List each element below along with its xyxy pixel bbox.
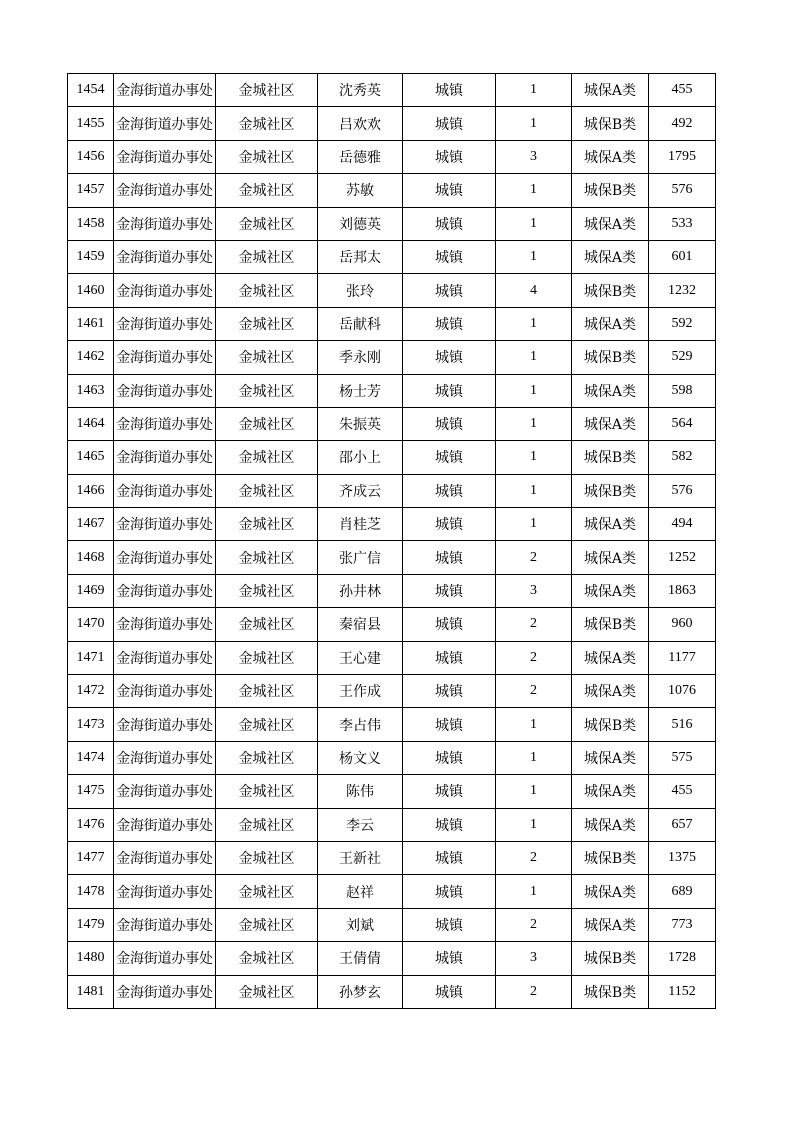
name-cell: 岳献科 — [318, 307, 403, 340]
name-cell: 刘德英 — [318, 207, 403, 240]
community-cell: 金城社区 — [216, 641, 318, 674]
row-id-cell: 1467 — [68, 508, 114, 541]
name-cell: 孙梦玄 — [318, 975, 403, 1008]
area-cell: 城镇 — [403, 207, 496, 240]
count-cell: 1 — [496, 508, 572, 541]
category-cell: 城保A类 — [572, 407, 649, 440]
category-cell: 城保A类 — [572, 307, 649, 340]
amount-cell: 455 — [649, 74, 716, 107]
name-cell: 杨士芳 — [318, 374, 403, 407]
category-cell: 城保A类 — [572, 374, 649, 407]
table-row — [68, 708, 716, 741]
office-cell: 金海街道办事处 — [114, 140, 216, 173]
office-cell: 金海街道办事处 — [114, 741, 216, 774]
community-cell: 金城社区 — [216, 207, 318, 240]
count-cell: 1 — [496, 441, 572, 474]
row-id-cell: 1480 — [68, 942, 114, 975]
row-id-cell: 1463 — [68, 374, 114, 407]
amount-cell: 494 — [649, 508, 716, 541]
area-cell: 城镇 — [403, 174, 496, 207]
row-id-cell: 1454 — [68, 74, 114, 107]
community-cell: 金城社区 — [216, 574, 318, 607]
name-cell: 邵小上 — [318, 441, 403, 474]
table-row — [68, 574, 716, 607]
table-row — [68, 240, 716, 273]
category-cell: 城保A类 — [572, 74, 649, 107]
name-cell: 岳邦太 — [318, 240, 403, 273]
row-id-cell: 1465 — [68, 441, 114, 474]
area-cell: 城镇 — [403, 274, 496, 307]
records-body — [68, 74, 716, 1009]
count-cell: 2 — [496, 541, 572, 574]
table-row — [68, 841, 716, 874]
community-cell: 金城社区 — [216, 107, 318, 140]
table-row — [68, 274, 716, 307]
community-cell: 金城社区 — [216, 74, 318, 107]
row-id-cell: 1459 — [68, 240, 114, 273]
community-cell: 金城社区 — [216, 741, 318, 774]
count-cell: 2 — [496, 675, 572, 708]
amount-cell: 533 — [649, 207, 716, 240]
row-id-cell: 1461 — [68, 307, 114, 340]
community-cell: 金城社区 — [216, 608, 318, 641]
category-cell: 城保A类 — [572, 508, 649, 541]
count-cell: 1 — [496, 174, 572, 207]
amount-cell: 576 — [649, 474, 716, 507]
table-row — [68, 942, 716, 975]
category-cell: 城保B类 — [572, 608, 649, 641]
amount-cell: 657 — [649, 808, 716, 841]
row-id-cell: 1464 — [68, 407, 114, 440]
name-cell: 刘斌 — [318, 908, 403, 941]
count-cell: 1 — [496, 407, 572, 440]
office-cell: 金海街道办事处 — [114, 541, 216, 574]
table-row — [68, 174, 716, 207]
community-cell: 金城社区 — [216, 675, 318, 708]
community-cell: 金城社区 — [216, 942, 318, 975]
row-id-cell: 1462 — [68, 341, 114, 374]
name-cell: 齐成云 — [318, 474, 403, 507]
office-cell: 金海街道办事处 — [114, 240, 216, 273]
area-cell: 城镇 — [403, 407, 496, 440]
community-cell: 金城社区 — [216, 808, 318, 841]
table-row — [68, 140, 716, 173]
community-cell: 金城社区 — [216, 307, 318, 340]
office-cell: 金海街道办事处 — [114, 341, 216, 374]
area-cell: 城镇 — [403, 741, 496, 774]
row-id-cell: 1477 — [68, 841, 114, 874]
office-cell: 金海街道办事处 — [114, 641, 216, 674]
office-cell: 金海街道办事处 — [114, 174, 216, 207]
area-cell: 城镇 — [403, 441, 496, 474]
office-cell: 金海街道办事处 — [114, 307, 216, 340]
row-id-cell: 1476 — [68, 808, 114, 841]
row-id-cell: 1466 — [68, 474, 114, 507]
area-cell: 城镇 — [403, 474, 496, 507]
count-cell: 1 — [496, 708, 572, 741]
table-row — [68, 741, 716, 774]
community-cell: 金城社区 — [216, 374, 318, 407]
count-cell: 1 — [496, 307, 572, 340]
community-cell: 金城社区 — [216, 341, 318, 374]
count-cell: 1 — [496, 107, 572, 140]
community-cell: 金城社区 — [216, 474, 318, 507]
amount-cell: 1076 — [649, 675, 716, 708]
name-cell: 朱振英 — [318, 407, 403, 440]
count-cell: 1 — [496, 74, 572, 107]
category-cell: 城保A类 — [572, 908, 649, 941]
table-row — [68, 775, 716, 808]
records-table — [67, 73, 716, 1009]
area-cell: 城镇 — [403, 307, 496, 340]
category-cell: 城保B类 — [572, 708, 649, 741]
office-cell: 金海街道办事处 — [114, 708, 216, 741]
category-cell: 城保A类 — [572, 808, 649, 841]
row-id-cell: 1457 — [68, 174, 114, 207]
row-id-cell: 1469 — [68, 574, 114, 607]
name-cell: 陈伟 — [318, 775, 403, 808]
row-id-cell: 1479 — [68, 908, 114, 941]
community-cell: 金城社区 — [216, 441, 318, 474]
office-cell: 金海街道办事处 — [114, 808, 216, 841]
area-cell: 城镇 — [403, 875, 496, 908]
amount-cell: 1863 — [649, 574, 716, 607]
name-cell: 季永刚 — [318, 341, 403, 374]
count-cell: 2 — [496, 608, 572, 641]
table-row — [68, 675, 716, 708]
name-cell: 张广信 — [318, 541, 403, 574]
category-cell: 城保B类 — [572, 474, 649, 507]
table-row — [68, 508, 716, 541]
office-cell: 金海街道办事处 — [114, 908, 216, 941]
amount-cell: 516 — [649, 708, 716, 741]
category-cell: 城保A类 — [572, 240, 649, 273]
community-cell: 金城社区 — [216, 708, 318, 741]
office-cell: 金海街道办事处 — [114, 875, 216, 908]
table-row — [68, 808, 716, 841]
office-cell: 金海街道办事处 — [114, 407, 216, 440]
area-cell: 城镇 — [403, 541, 496, 574]
area-cell: 城镇 — [403, 74, 496, 107]
name-cell: 王新社 — [318, 841, 403, 874]
row-id-cell: 1472 — [68, 675, 114, 708]
category-cell: 城保B类 — [572, 975, 649, 1008]
table-row — [68, 541, 716, 574]
row-id-cell: 1458 — [68, 207, 114, 240]
community-cell: 金城社区 — [216, 274, 318, 307]
row-id-cell: 1468 — [68, 541, 114, 574]
count-cell: 2 — [496, 841, 572, 874]
category-cell: 城保B类 — [572, 841, 649, 874]
area-cell: 城镇 — [403, 107, 496, 140]
amount-cell: 455 — [649, 775, 716, 808]
count-cell: 3 — [496, 574, 572, 607]
community-cell: 金城社区 — [216, 908, 318, 941]
amount-cell: 492 — [649, 107, 716, 140]
office-cell: 金海街道办事处 — [114, 675, 216, 708]
row-id-cell: 1481 — [68, 975, 114, 1008]
office-cell: 金海街道办事处 — [114, 74, 216, 107]
area-cell: 城镇 — [403, 841, 496, 874]
amount-cell: 564 — [649, 407, 716, 440]
row-id-cell: 1470 — [68, 608, 114, 641]
table-row — [68, 74, 716, 107]
area-cell: 城镇 — [403, 975, 496, 1008]
category-cell: 城保B类 — [572, 274, 649, 307]
office-cell: 金海街道办事处 — [114, 775, 216, 808]
count-cell: 1 — [496, 374, 572, 407]
table-row — [68, 441, 716, 474]
category-cell: 城保A类 — [572, 207, 649, 240]
table-row — [68, 641, 716, 674]
office-cell: 金海街道办事处 — [114, 274, 216, 307]
office-cell: 金海街道办事处 — [114, 374, 216, 407]
office-cell: 金海街道办事处 — [114, 474, 216, 507]
name-cell: 王心建 — [318, 641, 403, 674]
row-id-cell: 1455 — [68, 107, 114, 140]
community-cell: 金城社区 — [216, 541, 318, 574]
area-cell: 城镇 — [403, 240, 496, 273]
count-cell: 3 — [496, 140, 572, 173]
category-cell: 城保B类 — [572, 107, 649, 140]
area-cell: 城镇 — [403, 708, 496, 741]
community-cell: 金城社区 — [216, 841, 318, 874]
name-cell: 张玲 — [318, 274, 403, 307]
area-cell: 城镇 — [403, 675, 496, 708]
amount-cell: 1252 — [649, 541, 716, 574]
count-cell: 1 — [496, 808, 572, 841]
count-cell: 3 — [496, 942, 572, 975]
row-id-cell: 1460 — [68, 274, 114, 307]
area-cell: 城镇 — [403, 574, 496, 607]
community-cell: 金城社区 — [216, 407, 318, 440]
amount-cell: 575 — [649, 741, 716, 774]
row-id-cell: 1474 — [68, 741, 114, 774]
name-cell: 王倩倩 — [318, 942, 403, 975]
amount-cell: 689 — [649, 875, 716, 908]
amount-cell: 1728 — [649, 942, 716, 975]
name-cell: 苏敏 — [318, 174, 403, 207]
category-cell: 城保A类 — [572, 574, 649, 607]
category-cell: 城保B类 — [572, 942, 649, 975]
community-cell: 金城社区 — [216, 875, 318, 908]
name-cell: 赵祥 — [318, 875, 403, 908]
name-cell: 肖桂芝 — [318, 508, 403, 541]
count-cell: 2 — [496, 641, 572, 674]
area-cell: 城镇 — [403, 641, 496, 674]
name-cell: 王作成 — [318, 675, 403, 708]
office-cell: 金海街道办事处 — [114, 441, 216, 474]
category-cell: 城保B类 — [572, 174, 649, 207]
table-row — [68, 341, 716, 374]
count-cell: 1 — [496, 741, 572, 774]
count-cell: 1 — [496, 775, 572, 808]
table-row — [68, 908, 716, 941]
count-cell: 2 — [496, 908, 572, 941]
category-cell: 城保A类 — [572, 741, 649, 774]
amount-cell: 1232 — [649, 274, 716, 307]
table-row — [68, 474, 716, 507]
amount-cell: 960 — [649, 608, 716, 641]
table-row — [68, 608, 716, 641]
table-row — [68, 875, 716, 908]
community-cell: 金城社区 — [216, 174, 318, 207]
table-row — [68, 207, 716, 240]
category-cell: 城保A类 — [572, 675, 649, 708]
community-cell: 金城社区 — [216, 975, 318, 1008]
community-cell: 金城社区 — [216, 775, 318, 808]
area-cell: 城镇 — [403, 508, 496, 541]
category-cell: 城保A类 — [572, 641, 649, 674]
amount-cell: 598 — [649, 374, 716, 407]
count-cell: 4 — [496, 274, 572, 307]
category-cell: 城保B类 — [572, 341, 649, 374]
table-row — [68, 374, 716, 407]
row-id-cell: 1473 — [68, 708, 114, 741]
area-cell: 城镇 — [403, 140, 496, 173]
name-cell: 吕欢欢 — [318, 107, 403, 140]
count-cell: 1 — [496, 474, 572, 507]
office-cell: 金海街道办事处 — [114, 574, 216, 607]
amount-cell: 582 — [649, 441, 716, 474]
name-cell: 秦宿县 — [318, 608, 403, 641]
count-cell: 1 — [496, 240, 572, 273]
category-cell: 城保A类 — [572, 541, 649, 574]
count-cell: 1 — [496, 875, 572, 908]
name-cell: 岳德雅 — [318, 140, 403, 173]
table-row — [68, 107, 716, 140]
area-cell: 城镇 — [403, 908, 496, 941]
amount-cell: 1152 — [649, 975, 716, 1008]
name-cell: 沈秀英 — [318, 74, 403, 107]
row-id-cell: 1478 — [68, 875, 114, 908]
row-id-cell: 1456 — [68, 140, 114, 173]
table-row — [68, 307, 716, 340]
area-cell: 城镇 — [403, 608, 496, 641]
community-cell: 金城社区 — [216, 140, 318, 173]
count-cell: 2 — [496, 975, 572, 1008]
office-cell: 金海街道办事处 — [114, 975, 216, 1008]
office-cell: 金海街道办事处 — [114, 942, 216, 975]
amount-cell: 773 — [649, 908, 716, 941]
area-cell: 城镇 — [403, 942, 496, 975]
name-cell: 杨文义 — [318, 741, 403, 774]
amount-cell: 1375 — [649, 841, 716, 874]
office-cell: 金海街道办事处 — [114, 608, 216, 641]
community-cell: 金城社区 — [216, 240, 318, 273]
table-row — [68, 975, 716, 1008]
table-row — [68, 407, 716, 440]
category-cell: 城保A类 — [572, 875, 649, 908]
amount-cell: 576 — [649, 174, 716, 207]
row-id-cell: 1471 — [68, 641, 114, 674]
area-cell: 城镇 — [403, 374, 496, 407]
count-cell: 1 — [496, 341, 572, 374]
name-cell: 李云 — [318, 808, 403, 841]
count-cell: 1 — [496, 207, 572, 240]
row-id-cell: 1475 — [68, 775, 114, 808]
amount-cell: 1795 — [649, 140, 716, 173]
category-cell: 城保A类 — [572, 140, 649, 173]
area-cell: 城镇 — [403, 775, 496, 808]
category-cell: 城保A类 — [572, 775, 649, 808]
amount-cell: 601 — [649, 240, 716, 273]
category-cell: 城保B类 — [572, 441, 649, 474]
name-cell: 孙井林 — [318, 574, 403, 607]
office-cell: 金海街道办事处 — [114, 207, 216, 240]
name-cell: 李占伟 — [318, 708, 403, 741]
office-cell: 金海街道办事处 — [114, 508, 216, 541]
office-cell: 金海街道办事处 — [114, 107, 216, 140]
office-cell: 金海街道办事处 — [114, 841, 216, 874]
area-cell: 城镇 — [403, 341, 496, 374]
community-cell: 金城社区 — [216, 508, 318, 541]
area-cell: 城镇 — [403, 808, 496, 841]
amount-cell: 1177 — [649, 641, 716, 674]
amount-cell: 592 — [649, 307, 716, 340]
amount-cell: 529 — [649, 341, 716, 374]
